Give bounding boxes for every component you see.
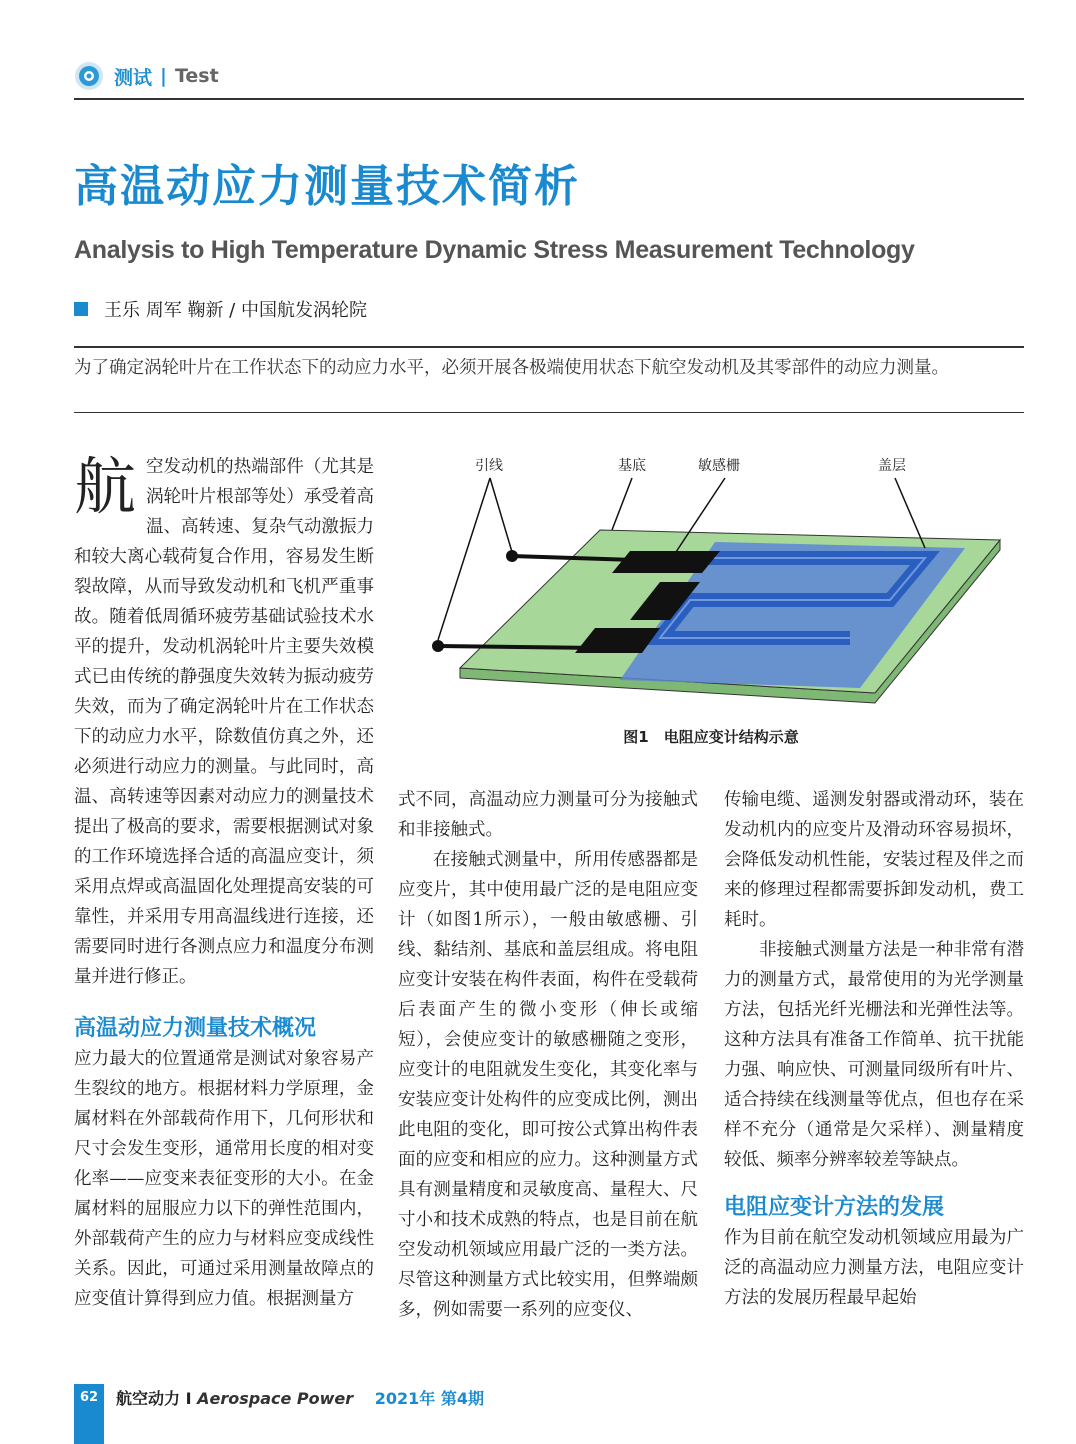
- section-separator: |: [160, 65, 167, 87]
- column-1: [74, 452, 374, 1314]
- author-bullet-icon: [74, 302, 88, 316]
- figure-label-base: 基底: [618, 458, 646, 474]
- column-2: [398, 785, 698, 1325]
- column-3: [724, 785, 1024, 1313]
- section-name-cn: 测试: [114, 66, 153, 89]
- col3-paragraph-3: 作为目前在航空发动机领域应用最为广泛的高温动应力测量方法，电阻应变计方法的发展历程最早起始: [724, 1228, 1024, 1308]
- solder-tab-upper: [612, 551, 720, 573]
- abstract: 为了确定涡轮叶片在工作状态下的动应力水平，必须开展各极端使用状态下航空发动机及其零部件的动应力测量。: [74, 358, 949, 378]
- journal-name-en: Aerospace Power: [197, 1389, 354, 1408]
- header-divider: [74, 98, 1024, 100]
- figure-label-cover: 盖层: [878, 458, 906, 474]
- abstract-divider-bottom: [74, 412, 1024, 413]
- figure-label-grid: 敏感栅: [698, 458, 740, 474]
- strain-gauge-figure: [420, 448, 1020, 718]
- page-number: 62: [79, 1390, 99, 1405]
- article-title-en: Analysis to High Temperature Dynamic Stress Measurement Technology: [74, 236, 915, 264]
- col2-paragraph-2: 在接触式测量中，所用传感器都是应变片，其中使用最广泛的是电阻应变计（如图1所示），一般由敏感栅、引线、黏结剂、基底和盖层组成。将电阻应变计安装在构件表面，构件在受载荷后表面产生的微小变形（伸长或缩短），会使应变计的敏感栅随之变形，应变计的电阻就发生变化，其变化率与安装应变计处构件的应变成比例，测出此电阻的变化，即可按公式算出构件表面的应变和相应的应力。这种测量方式具有测量精度和灵敏度高、量程大、尺寸小和技术成熟的特点，也是目前在航空发动机领域应用最广泛的一类方法。尽管这种测量方式比较实用，但弊端颇多，例如需要一系列的应变仪、: [398, 850, 698, 1320]
- journal-separator: I: [185, 1389, 192, 1408]
- lead-wire-lower: [438, 646, 600, 648]
- journal-logo-icon: [74, 61, 104, 91]
- journal-issue: 2021年 第4期: [374, 1389, 484, 1408]
- section-heading-overview: 高温动应力测量技术概况: [74, 1016, 317, 1041]
- author-names: 王乐 周军 鞠新 / 中国航发涡轮院: [104, 300, 367, 321]
- col1-paragraph-1: 空发动机的热端部件（尤其是涡轮叶片根部等处）承受着高温、高转速、复杂气动激振力和较大离心载荷复合作用，容易发生断裂故障，从而导致发动机和飞机严重事故。随着低周循环疲劳基础试验技术水平的提升，发动机涡轮叶片主要失效模式已由传统的静强度失效转为振动疲劳失效，而为了确定涡轮叶片在工作状态下的动应力水平，除数值仿真之外，还必须进行动应力的测量。与此同时，高温、高转速等因素对动应力的测量技术提出了极高的要求，需要根据测试对象的工作环境选择合适的高温应变计，须采用点焊或高温固化处理提高安装的可靠性，并采用专用高温线进行连接，还需要同时进行各测点应力和温度分布测量并进行修正。: [74, 457, 374, 987]
- article-title-cn: 高温动应力测量技术简析: [74, 161, 580, 212]
- abstract-divider-top: [74, 346, 1024, 348]
- col3-paragraph-2: 非接触式测量方法是一种非常有潜力的测量方式，最常使用的为光学测量方法，包括光纤光栅法和光弹性法等。这种方法具有准备工作简单、抗干扰能力强、响应快、可测量同级所有叶片、适合持续在线测量等优点，但也存在采样不充分（通常是欠采样）、测量精度较低、频率分辨率较差等缺点。: [724, 940, 1024, 1170]
- figure-label-leads: 引线: [475, 458, 503, 474]
- col3-paragraph-1: 传输电缆、遥测发射器或滑动环，装在发动机内的应变片及滑动环容易损坏，会降低发动机性能，安装过程及伴之而来的修理过程都需要拆卸发动机，费工耗时。: [724, 790, 1024, 930]
- section-heading-development: 电阻应变计方法的发展: [724, 1195, 945, 1220]
- figure-caption: 图1 电阻应变计结构示意: [623, 728, 799, 746]
- author-line: [74, 296, 367, 322]
- journal-name-cn: 航空动力: [116, 1389, 181, 1408]
- col2-paragraph-1: 式不同，高温动应力测量可分为接触式和非接触式。: [398, 790, 698, 840]
- section-header: [74, 60, 219, 92]
- col1-paragraph-2: 应力最大的位置通常是测试对象容易产生裂纹的地方。根据材料力学原理，金属材料在外部载荷作用下，几何形状和尺寸会发生变形，通常用长度的相对变化率——应变来表征变形的大小。在金属材料的屈服应力以下的弹性范围内，外部载荷产生的应力与材料应变成线性关系。因此，可通过采用测量故障点的应变值计算得到应力值。根据测量方: [74, 1049, 374, 1309]
- section-name-en: Test: [174, 65, 219, 87]
- drop-cap: 航: [74, 450, 137, 523]
- journal-footer: [116, 1386, 484, 1409]
